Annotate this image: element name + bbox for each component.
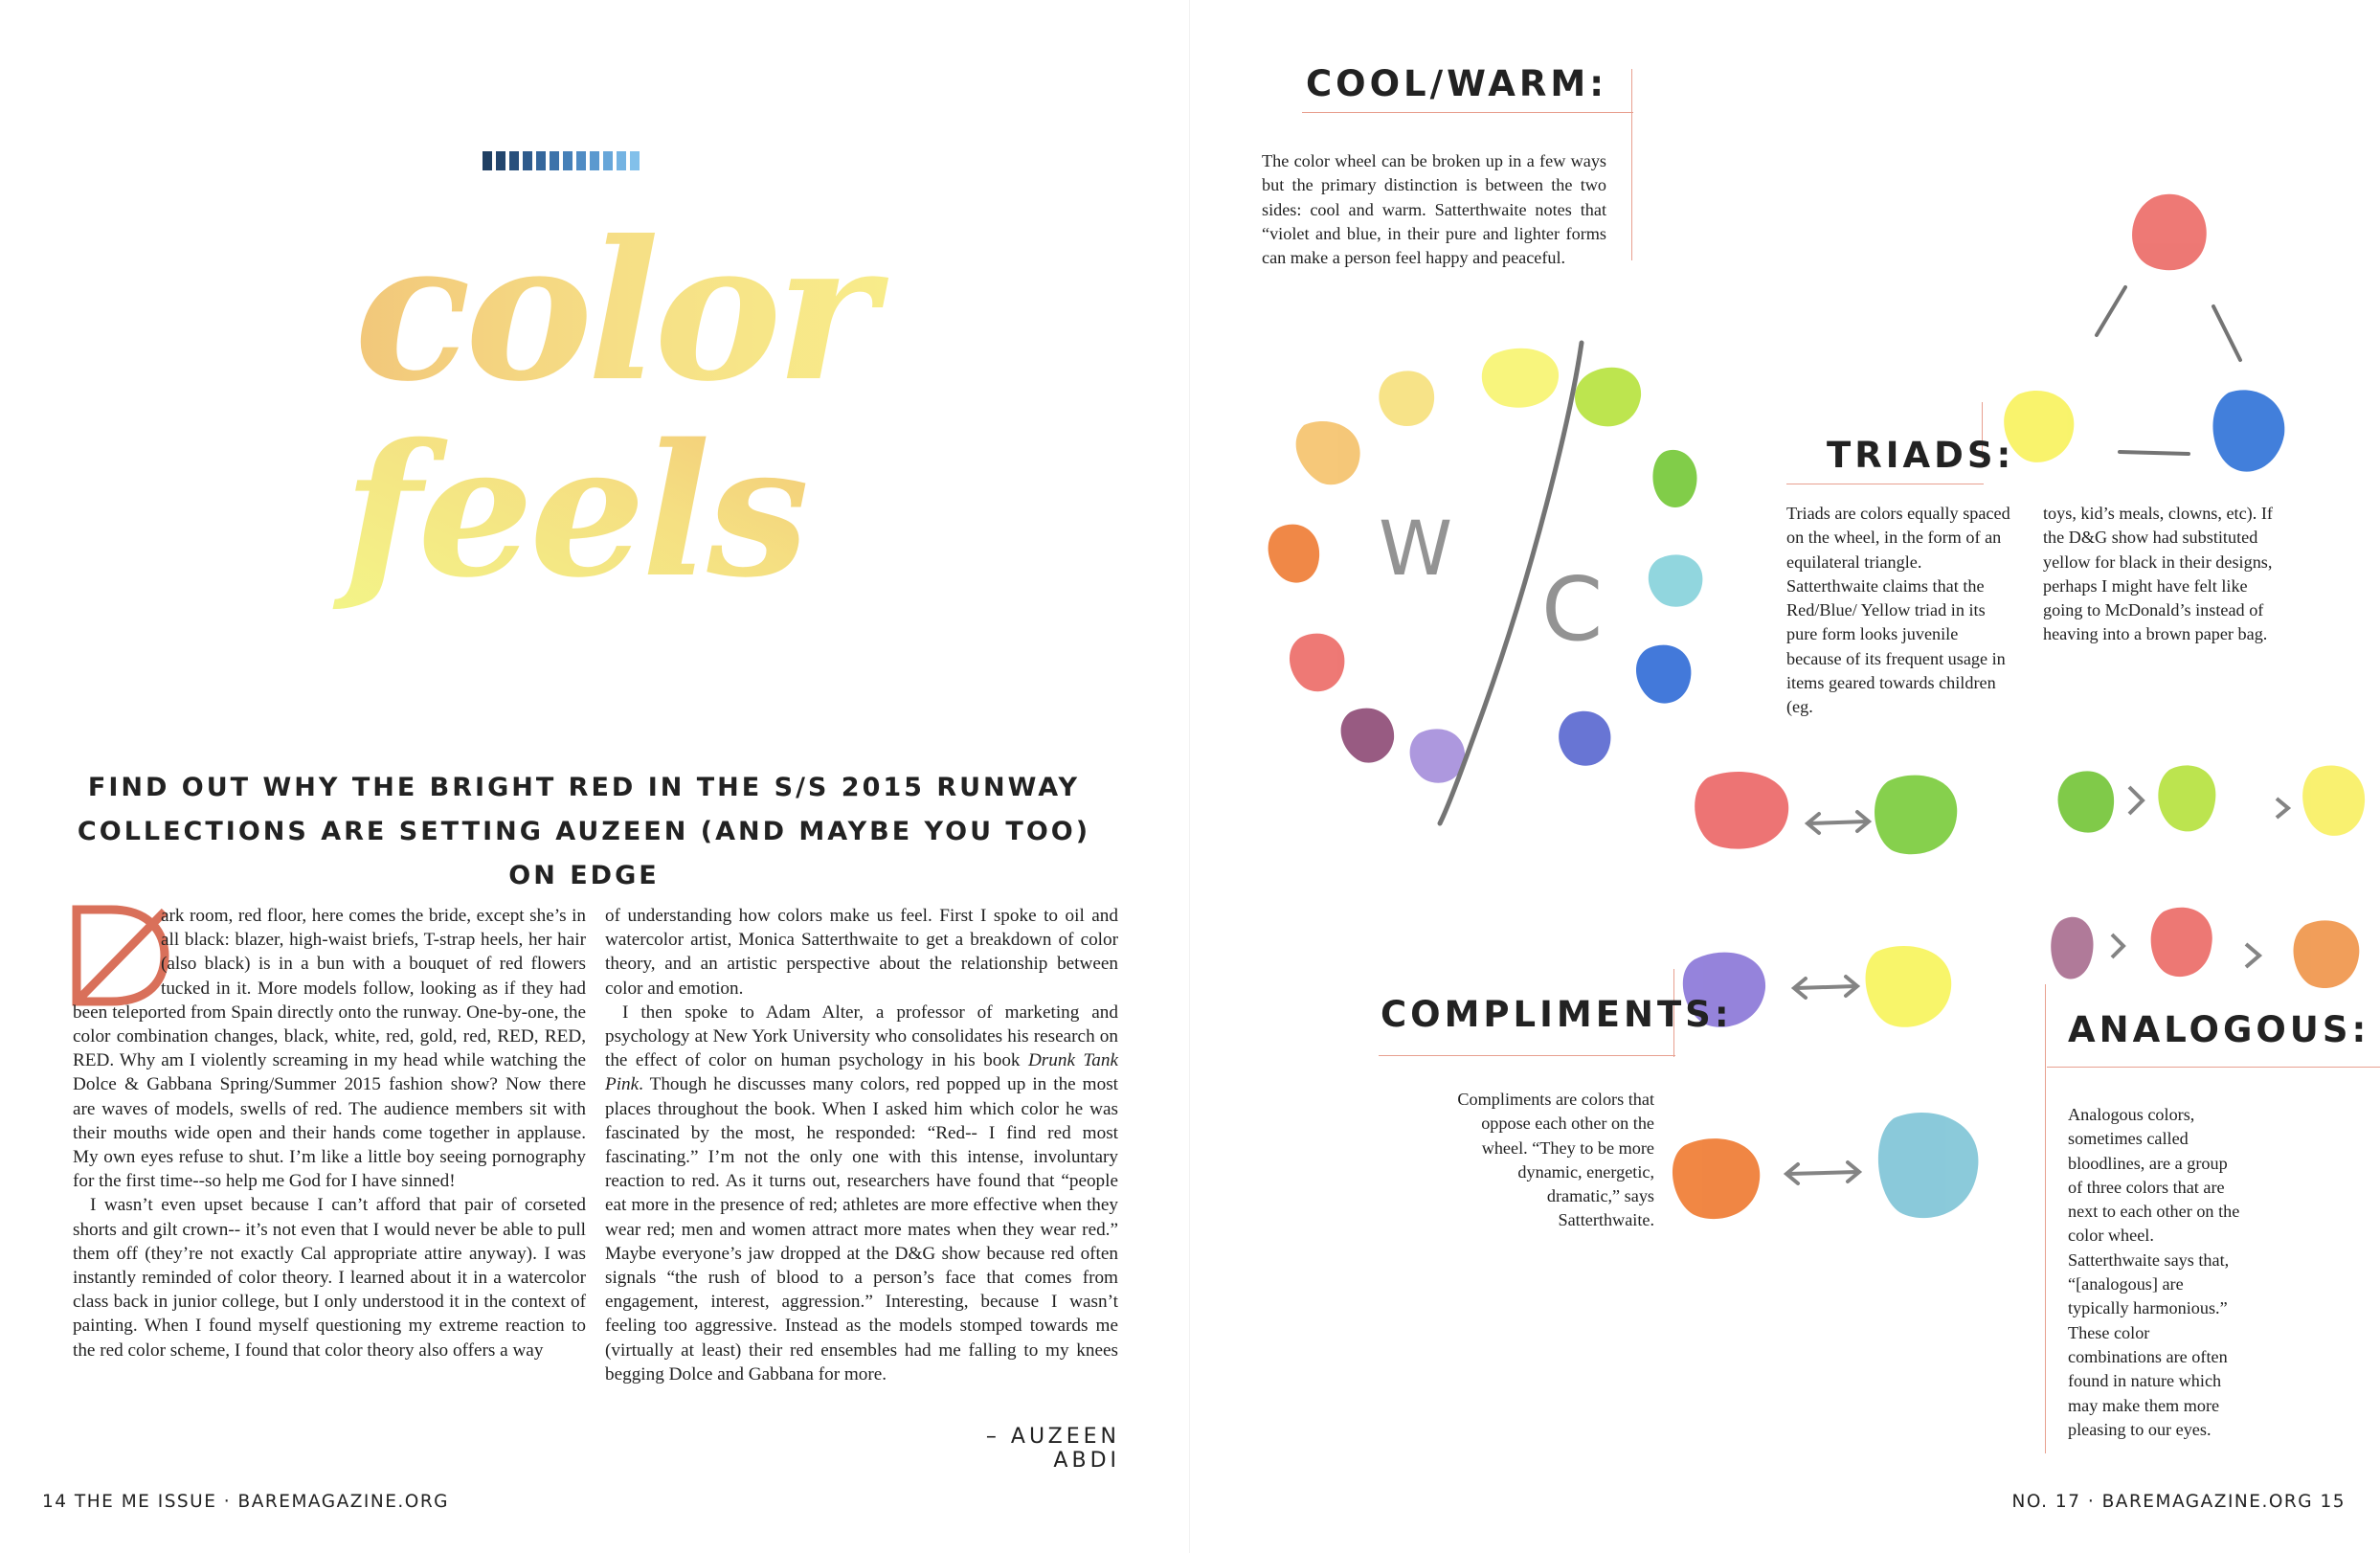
wheel-blot-peach bbox=[1296, 421, 1360, 484]
analog1-chevron-1 bbox=[2129, 787, 2143, 814]
pair1-arrow bbox=[1807, 812, 1869, 833]
analog2-blot-red bbox=[2151, 908, 2212, 977]
wheel-blot-blue bbox=[1636, 645, 1691, 704]
heading-analogous: ANALOGOUS: bbox=[2068, 1009, 2370, 1050]
pair1-blot-red bbox=[1695, 772, 1788, 849]
book-title: Drunk Tank Pink bbox=[605, 1050, 1118, 1095]
swatch-3 bbox=[509, 151, 519, 170]
swatch-7 bbox=[563, 151, 573, 170]
swatch-11 bbox=[617, 151, 626, 170]
vrule-analogous bbox=[2045, 984, 2046, 1453]
paragraph-2: I wasn’t even upset because I can’t afford that pair of corseted shorts and gilt crown-- it’s not even that I would never be able to pull them off (they’re not exactly Cal appropriate attire anyway). I was instantly reminded of color theory. I learned about it in a watercolor class back in junior college, but I only understood it in the context of painting. When I found myself questioning my extreme reaction to the red color scheme, I found that color theory also offers a way bbox=[73, 1195, 586, 1361]
wheel-blot-orange bbox=[1269, 525, 1320, 583]
footer-right: NO. 17 · BAREMAGAZINE.ORG 15 bbox=[2011, 1492, 2346, 1512]
paragraph-1: ark room, red floor, here comes the bride, except she’s in all black: blazer, high-waist briefs, T-strap heels, her hair (also black) is in a bun with a bouquet of red flowers tucked in it. More models follow, looking as if they had been teleported from Spain directly onto the runway. One-by-one, the color combination changes, black, white, red, gold, red, RED, RED, RED. Why am I violently screaming in my head while watching the Dolce & Gabbana Spring/Summer 2015 fashion show? Now there are waves of models, swells of red. The audience members sit with their mouths wide open and their hands come together in applause. My own eyes refuse to shut. I’m like a little boy seeing pornography for the first time--so help me God for I have sinned! bbox=[73, 906, 586, 1192]
swatch-5 bbox=[536, 151, 546, 170]
wheel-blot-indigo bbox=[1559, 711, 1610, 766]
pair2-arrow bbox=[1794, 977, 1857, 998]
swatch-4 bbox=[523, 151, 532, 170]
wheel-blot-lavender bbox=[1410, 729, 1466, 782]
color-feels-title bbox=[287, 211, 938, 709]
analog2-blot-mauve bbox=[2051, 917, 2093, 979]
triad-line-left bbox=[2097, 287, 2125, 335]
text-analogous: Analogous colors, sometimes called bloodlines, are a group of three colors that are next to each other on the color wheel. Satterthwaite says that, “[analogous] are typically harmonious.” These color combinations are often found in nature which may make them more pleasing to our eyes. bbox=[2068, 1105, 2240, 1439]
pair3-blot-orange bbox=[1673, 1138, 1760, 1219]
triad-blot-blue bbox=[2212, 390, 2284, 471]
article-subtitle bbox=[57, 766, 1111, 898]
wheel-blot-light-yellow bbox=[1379, 371, 1434, 426]
author-byline: – AUZEEN ABDI bbox=[985, 1425, 1120, 1473]
text-cool-warm: The color wheel can be broken up in a few ways but the primary distinction is between the two sides: cool and warm. Satterthwaite notes that “violet and blue, in their pure and lighter forms can make a person feel happy and peaceful. bbox=[1262, 151, 1606, 268]
article-column-2 bbox=[605, 904, 1118, 1386]
warm-label: W bbox=[1379, 506, 1453, 593]
swatch-1 bbox=[483, 151, 492, 170]
paragraph-3: of understanding how colors make us feel. First I spoke to oil and watercolor artist, Monica Satterthwaite to get a breakdown of color theory, and an artistic perspective about the relationship between color and emotion. bbox=[605, 906, 1118, 999]
text-triads-col1: Triads are colors equally spaced on the wheel, in the form of an equilateral triangle. Satterthwaite claims that the Red/Blue/ Yellow triad in its pure form looks juvenile because of its frequent usage in items geared towards children (eg. bbox=[1786, 504, 2010, 717]
swatch-2 bbox=[496, 151, 505, 170]
wheel-blot-lime bbox=[1575, 368, 1641, 427]
analog1-blot-green bbox=[2058, 771, 2115, 832]
rule-compliments bbox=[1379, 1055, 1675, 1056]
heading-cool-warm: COOL/WARM: bbox=[1306, 63, 1608, 104]
wheel-blot-teal bbox=[1649, 554, 1703, 606]
title-line-color: color bbox=[354, 211, 871, 424]
paragraph-4: I then spoke to Adam Alter, a professor of marketing and psychology at New York University who consolidates his research on the effect of color on human psychology in his book Drunk Tank Pink. Though he discusses many colors, red popped up in the most places throughout the book. When I asked him which color he was fascinated by the most, he responded: “Red-- I find red most fascinating.” I’m not the only one with this intense, involuntary reaction to red. As it turns out, researchers have found that “people eat more in the presence of red; athletes are more effective when they wear red; men and women attract more mates when they wear red.” Maybe everyone’s jaw dropped at the D&G show because red often signals “the rush of blood to a person’s face that comes from engagement, interest, aggression.” Interesting, because I wasn’t feeling too aggressive. Instead as the models stomped towards me (virtually at least) their red ensembles had me falling to my knees begging Dolce and Gabbana for more. bbox=[605, 1002, 1118, 1384]
swatch-8 bbox=[576, 151, 586, 170]
pair2-blot-yellow bbox=[1866, 946, 1952, 1027]
heading-triads: TRIADS: bbox=[1827, 435, 2015, 476]
analog1-chevron-2 bbox=[2277, 799, 2288, 818]
swatch-12 bbox=[630, 151, 640, 170]
wheel-blot-yellow-top bbox=[1482, 349, 1559, 408]
cool-label: C bbox=[1541, 558, 1604, 661]
triad-line-bottom bbox=[2120, 452, 2189, 454]
vrule-cool-warm bbox=[1631, 69, 1632, 260]
swatch-6 bbox=[550, 151, 559, 170]
page-gutter bbox=[1189, 0, 1190, 1553]
swatch-10 bbox=[603, 151, 613, 170]
blue-swatch-bar bbox=[483, 151, 640, 170]
article-column-1 bbox=[73, 904, 586, 1362]
analog2-chevron-1 bbox=[2112, 934, 2123, 957]
title-line-feels: feels bbox=[343, 404, 806, 618]
wheel-blot-red bbox=[1290, 634, 1344, 692]
wheel-blot-plum bbox=[1341, 709, 1395, 763]
text-triads-col2: toys, kid’s meals, clowns, etc). If the D&G show had substituted yellow for black in their designs, perhaps I might have felt like going to McDonald’s instead of heaving into a brown paper bag. bbox=[2043, 504, 2273, 644]
swatch-9 bbox=[590, 151, 599, 170]
subtitle-line-2: COLLECTIONS ARE SETTING AUZEEN (AND MAYBE YOU TOO) ON EDGE bbox=[77, 817, 1091, 890]
subtitle-line-1: FIND OUT WHY THE BRIGHT RED IN THE S/S 2015 RUNWAY bbox=[87, 773, 1081, 802]
heading-compliments: COMPLIMENTS: bbox=[1381, 994, 1733, 1035]
analog1-blot-yellow bbox=[2302, 765, 2365, 835]
triad-line-right bbox=[2213, 306, 2240, 360]
wheel-blot-green bbox=[1652, 450, 1696, 507]
text-compliments: Compliments are colors that oppose each other on the wheel. “They to be more dynamic, energetic, dramatic,” says Satterthwaite. bbox=[1457, 1090, 1654, 1230]
analog2-blot-orange bbox=[2294, 920, 2360, 988]
rule-analogous bbox=[2047, 1067, 2380, 1068]
rule-cool-warm bbox=[1302, 112, 1633, 113]
pair3-arrow bbox=[1786, 1162, 1859, 1183]
triad-blot-red bbox=[2132, 194, 2207, 271]
footer-left: 14 THE ME ISSUE · BAREMAGAZINE.ORG bbox=[42, 1492, 450, 1512]
analog1-blot-lime bbox=[2158, 765, 2215, 831]
analog2-chevron-2 bbox=[2246, 944, 2259, 967]
pair1-blot-green bbox=[1875, 776, 1957, 855]
pair3-blot-teal bbox=[1878, 1113, 1979, 1218]
